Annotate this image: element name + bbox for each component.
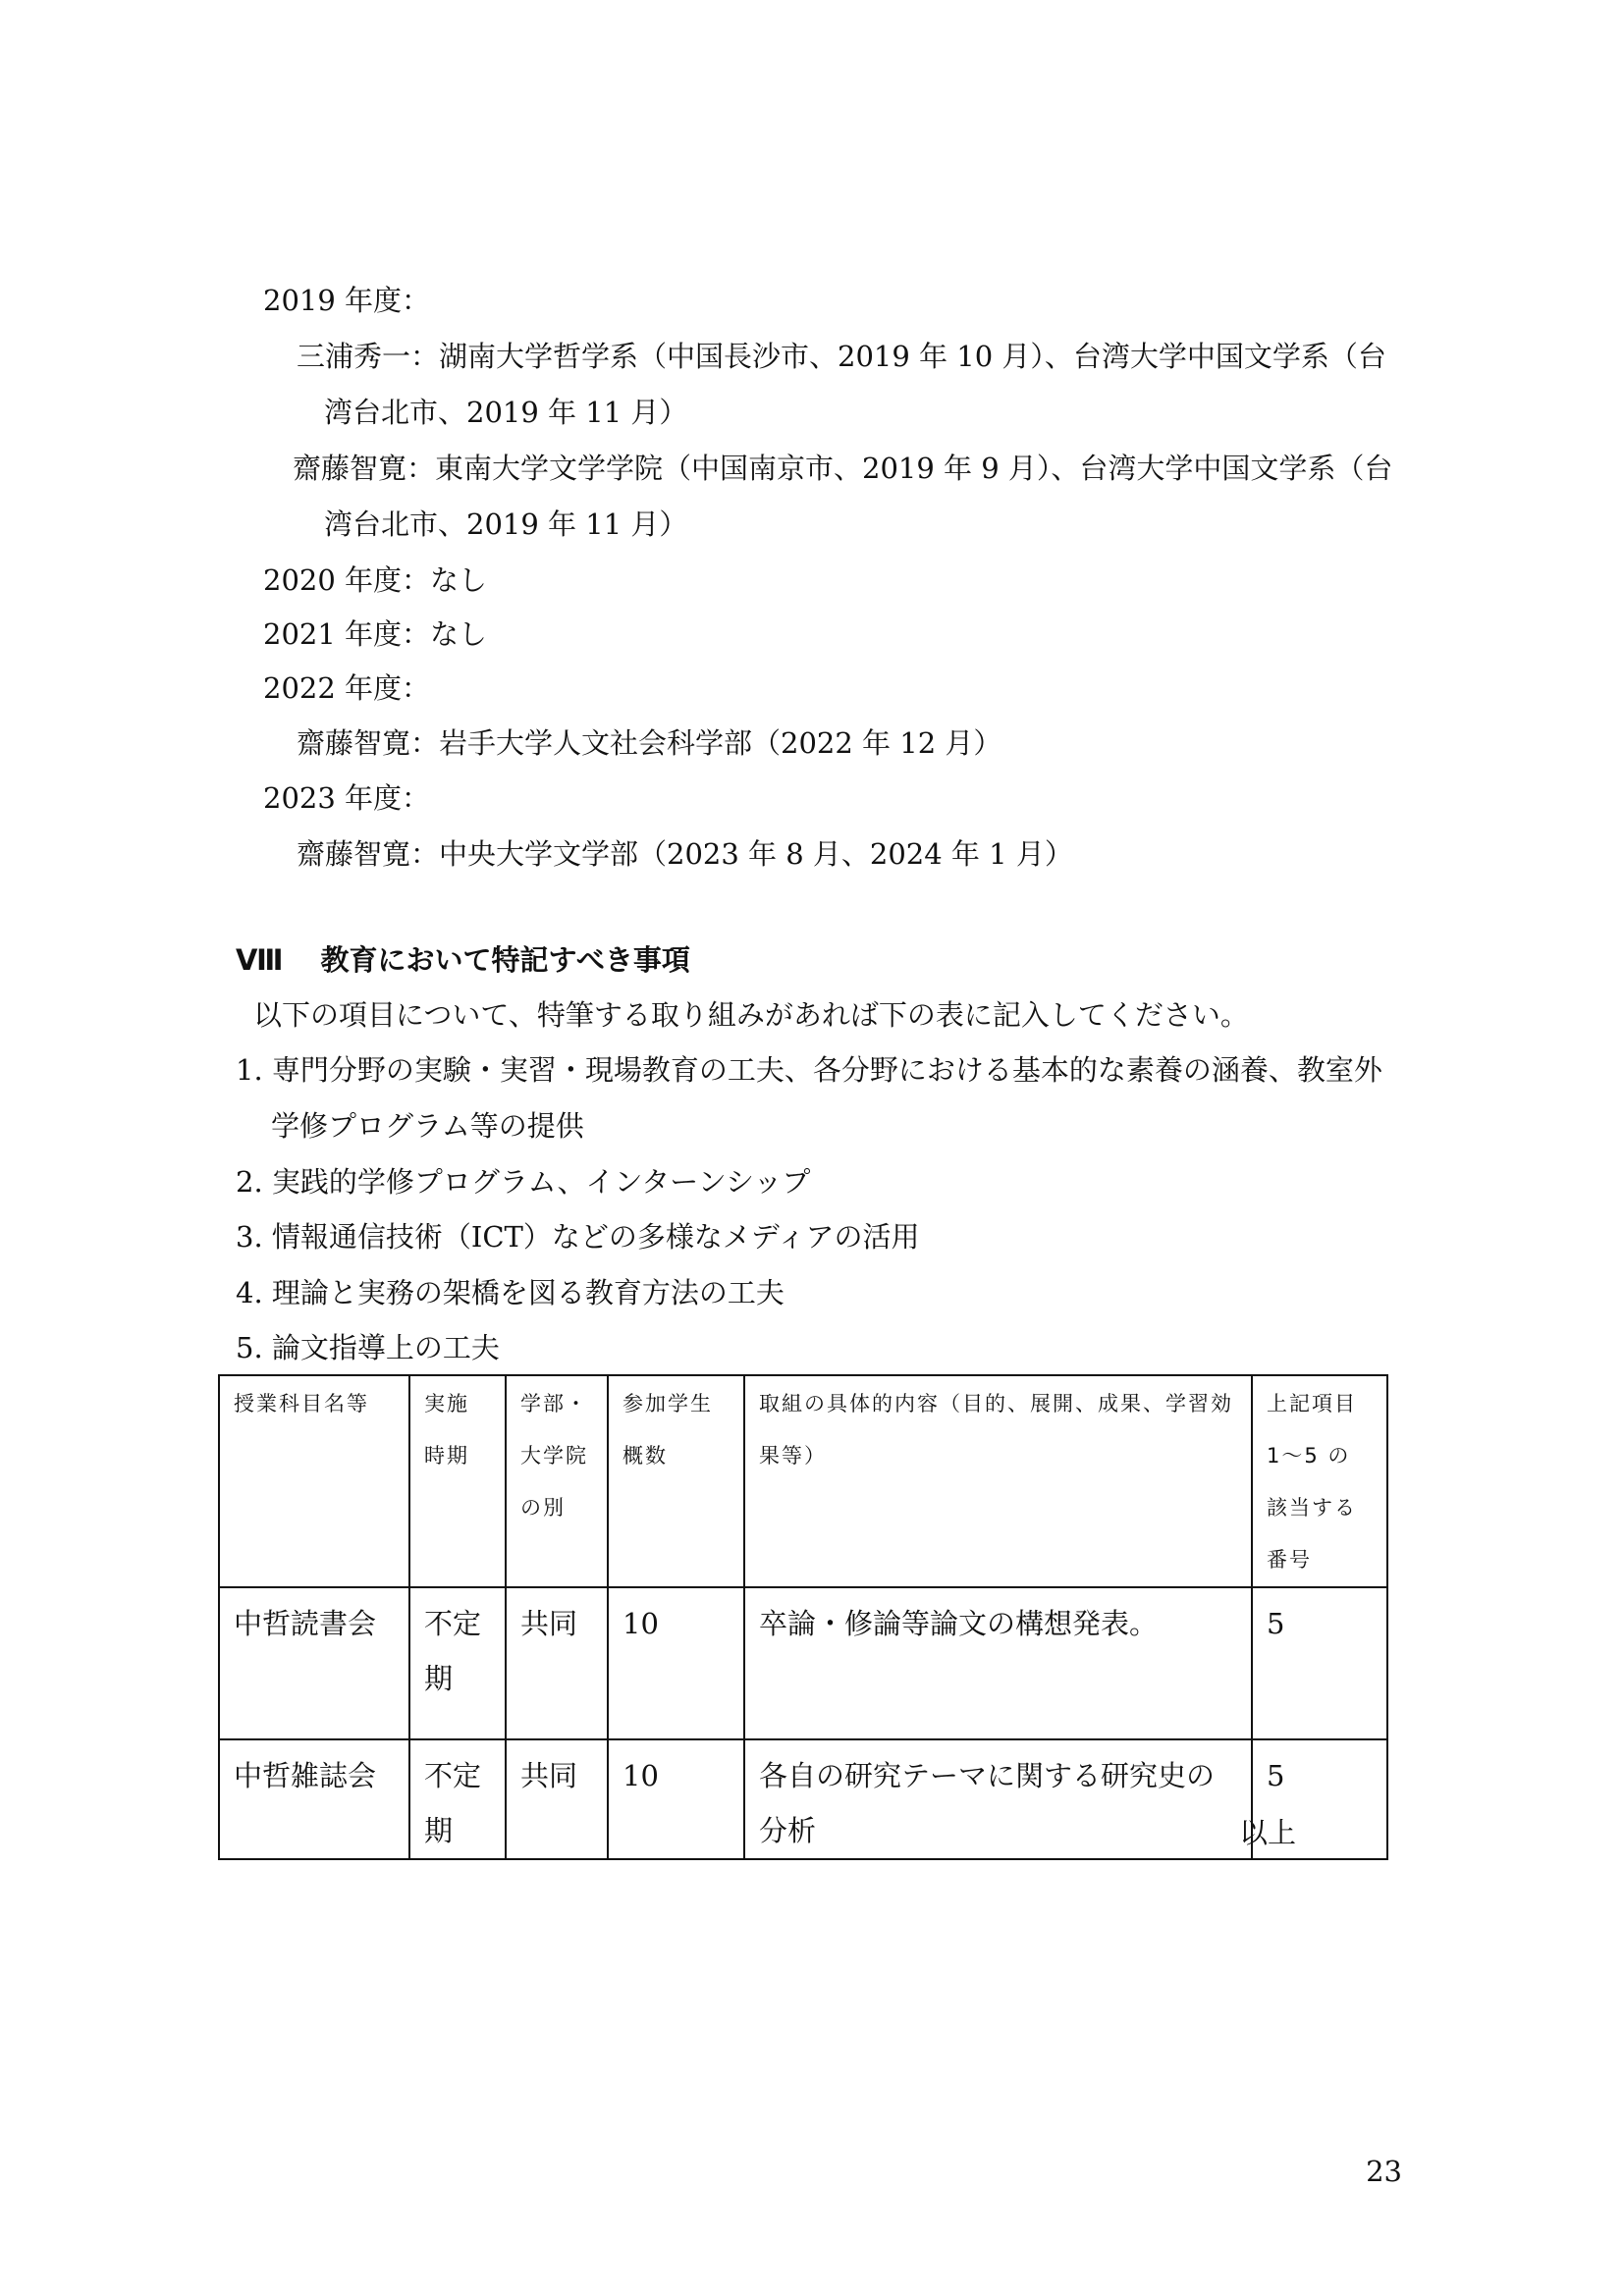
header-content: 取組の具体的内容（目的、展開、成果、学習効果等） [744, 1375, 1252, 1587]
year-2023-label: 2023 年度： [263, 781, 431, 815]
closing-mark: 以上 [1239, 1816, 1297, 1849]
cell-division: 共同 [506, 1587, 608, 1739]
cell-item-number: 5 [1252, 1587, 1387, 1739]
section-number: Ⅷ [236, 943, 284, 977]
cell-participants: 10 [608, 1739, 744, 1859]
year-2019-label: 2019 年度： [263, 284, 431, 317]
visit-miura-line1: 三浦秀一：湖南大学哲学系（中国長沙市、2019 年 10 月）、台湾大学中国文学系（台 [297, 340, 1386, 373]
cell-course-name: 中哲雑誌会 [219, 1739, 409, 1859]
cell-division: 共同 [506, 1739, 608, 1859]
header-division: 学部・大学院の別 [506, 1375, 608, 1587]
cell-item-number: 5 [1252, 1739, 1387, 1859]
visit-saito-2022: 齋藤智寛：岩手大学人文社会科学部（2022 年 12 月） [297, 726, 1002, 760]
list-item: 学修プログラム等の提供 [271, 1109, 584, 1143]
section-intro: 以下の項目について、特筆する取り組みがあれば下の表に記入してください。 [253, 998, 1249, 1032]
list-item: 2. 実践的学修プログラム、インターンシップ [236, 1165, 811, 1199]
header-period: 実施時期 [409, 1375, 506, 1587]
list-item: 1. 専門分野の実験・実習・現場教育の工夫、各分野における基本的な素養の涵養、教室外 [236, 1053, 1382, 1087]
header-participants: 参加学生概数 [608, 1375, 744, 1587]
section-heading [236, 940, 690, 980]
year-2020-label: 2020 年度：なし [263, 563, 488, 597]
visit-saito-2019-line2: 湾台北市、2019 年 11 月） [324, 507, 688, 541]
cell-period: 不定期 [409, 1587, 506, 1739]
cell-period: 不定期 [409, 1739, 506, 1859]
visit-miura-line2: 湾台北市、2019 年 11 月） [324, 396, 688, 429]
cell-course-name: 中哲読書会 [219, 1587, 409, 1739]
cell-content: 卒論・修論等論文の構想発表。 [744, 1587, 1252, 1739]
year-2021-label: 2021 年度：なし [263, 617, 488, 651]
cell-content: 各自の研究テーマに関する研究史の分析 [744, 1739, 1252, 1859]
list-item: 5. 論文指導上の工夫 [236, 1331, 500, 1364]
visit-saito-2023: 齋藤智寛：中央大学文学部（2023 年 8 月、2024 年 1 月） [297, 837, 1073, 871]
list-item: 3. 情報通信技術（ICT）などの多様なメディアの活用 [236, 1220, 920, 1254]
table-row [219, 1587, 1387, 1739]
visit-saito-2019-line1: 齋藤智寛：東南大学文学学院（中国南京市、2019 年 9 月）、台湾大学中国文学系（台 [293, 452, 1393, 485]
education-table [218, 1374, 1388, 1860]
page-number: 23 [1366, 2155, 1402, 2188]
header-item-number: 上記項目 1～5 の該当する番号 [1252, 1375, 1387, 1587]
table-row [219, 1739, 1387, 1859]
section-title: 教育において特記すべき事項 [320, 943, 690, 977]
cell-participants: 10 [608, 1587, 744, 1739]
table-header-row [219, 1375, 1387, 1587]
year-2022-label: 2022 年度： [263, 671, 431, 705]
list-item: 4. 理論と実務の架橋を図る教育方法の工夫 [236, 1276, 785, 1309]
header-course-name: 授業科目名等 [219, 1375, 409, 1587]
